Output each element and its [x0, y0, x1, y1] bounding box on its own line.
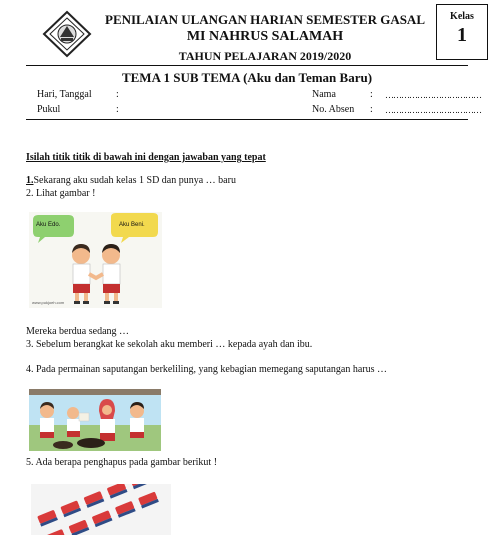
- class-label: Kelas: [450, 11, 474, 22]
- circle-game-illustration: [29, 389, 161, 451]
- image-credit: www.pukjoeh.com: [32, 300, 65, 305]
- header-title: PENILAIAN ULANGAN HARIAN SEMESTER GASAL: [105, 12, 425, 27]
- question-1: [26, 175, 236, 186]
- name-blank[interactable]: ………………………………: [385, 90, 481, 100]
- date-label: Hari, Tanggal: [37, 89, 92, 100]
- question-2: 2. Lihat gambar !: [26, 188, 96, 199]
- question-3: 3. Sebelum berangkat ke sekolah aku memberi … kepada ayah dan ibu.: [26, 339, 313, 350]
- question-1-number: 1.: [26, 175, 34, 186]
- theme-title: TEMA 1 SUB TEMA (Aku dan Teman Baru): [121, 70, 373, 85]
- school-logo: [42, 10, 92, 58]
- time-colon: :: [116, 104, 119, 115]
- question-1-text: Sekarang aku sudah kelas 1 SD dan punya … baru: [33, 175, 236, 186]
- erasers-illustration: [31, 484, 171, 535]
- header-divider: [26, 65, 468, 66]
- absence-blank[interactable]: ………………………………: [385, 105, 481, 115]
- info-divider: [26, 119, 468, 120]
- absence-label: No. Absen: [312, 104, 355, 115]
- absence-colon: :: [370, 104, 373, 115]
- academic-year: TAHUN PELAJARAN 2019/2020: [178, 49, 352, 63]
- date-colon: :: [116, 89, 119, 100]
- class-number: 1: [457, 24, 467, 46]
- question-2-prompt: Mereka berdua sedang …: [26, 326, 130, 337]
- school-name: MI NAHRUS SALAMAH: [186, 29, 344, 44]
- bubble-right-text: Aku Beni.: [119, 222, 145, 228]
- time-label: Pukul: [37, 104, 61, 115]
- name-label: Nama: [312, 89, 336, 100]
- greeting-illustration: [29, 212, 162, 308]
- question-4: 4. Pada permainan saputangan berkeliling, yang kebagian memegang saputangan harus …: [26, 364, 387, 375]
- question-5: 5. Ada berapa penghapus pada gambar berikut !: [26, 457, 218, 468]
- bubble-left-text: Aku Edo.: [36, 222, 61, 228]
- class-box: [436, 4, 488, 60]
- name-colon: :: [370, 89, 373, 100]
- instruction: Isilah titik titik di bawah ini dengan jawaban yang tepat: [26, 152, 266, 163]
